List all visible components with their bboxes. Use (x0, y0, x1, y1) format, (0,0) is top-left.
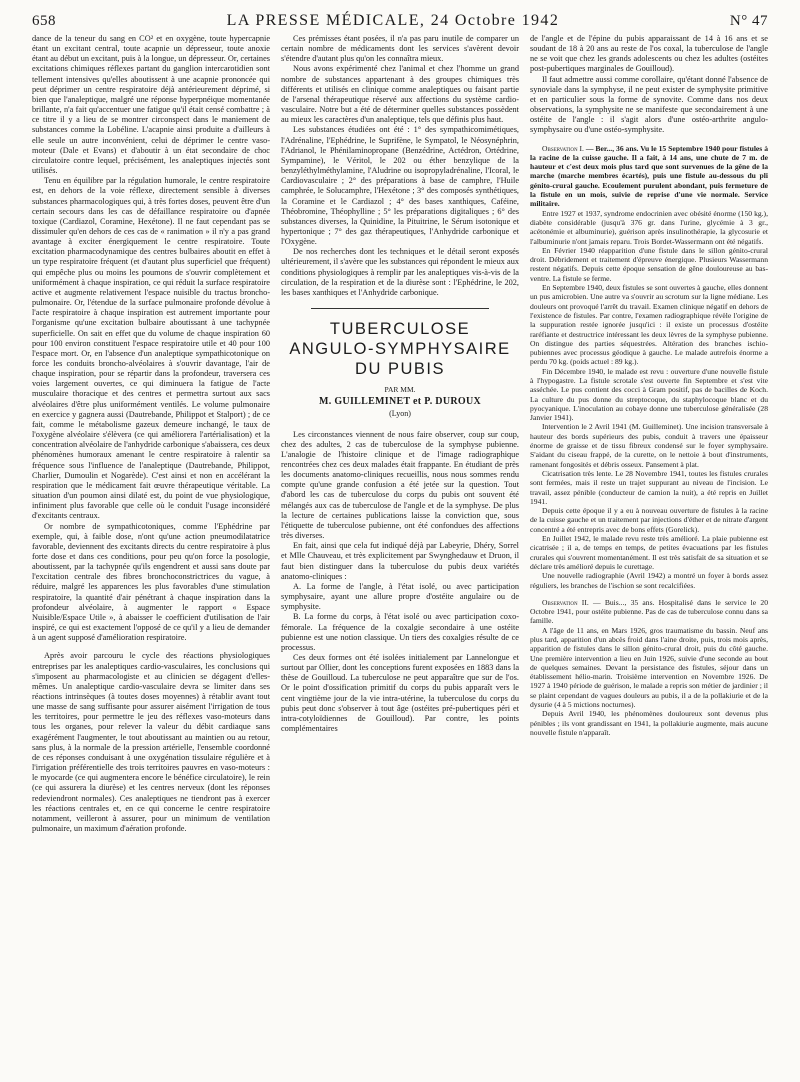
paragraph: Les circonstances viennent de nous faire observer, coup sur coup, chez des adultes, 2 cas de tuberculose de la symphyse pubienne. L'analogie de l'histoire clinique et de l'image radiographique rencontrées chez ces deux malades était frappante. En étudiant de près les documents anatomo-cliniques recueillis, nous nous sommes rendu compte qu'une grande confusion a été jetée sur la question. Tout d'abord les cas de tuberculose du corps du pubis ont souvent été mélangés aux cas de tuberculose de l'angle et de la symphyse. De plus la lecture de certaines publications laisse la conviction que, sous l'étiquette de tuberculose pubienne, ont été confondues des affections très diverses. (281, 429, 519, 541)
article-title-line: DU PUBIS (355, 360, 445, 379)
paragraph: dance de la teneur du sang en CO² et en oxygène, toute hypercapnie étant un excitant central, toute acapnie un dépresseur, toute anoxie étant au début un excitant, puis à la longue, un dépresseur. Or, certaines excitations chimiques réflexes partant du ganglion intercarotidien sont tellement intensives qu'elles aboutissent à une acapnie prononcée qui peut déprimer un centre respiratoire déjà antérieurement déprimé, si bien que l'analeptique, malgré une réponse hyperpnéique momentanée brillante, n'a fait qu'accentuer une fatigue qu'il était censé combattre ; à ce titre il y a lieu de se montrer circonspect dans le maniement de substances comme la Lobéline. L'acapnie ainsi produite a d'ailleurs à elle seule un autre inconvénient, celui de déprimer le centre vaso-moteur (Dale et Evans) et d'aboutir à un état secondaire de choc circulatoire contre lequel, précisément, les analeptiques injectés sont utilisés. (32, 34, 270, 176)
author-location: (Lyon) (389, 409, 411, 419)
paragraph: Une nouvelle radiographie (Avril 1942) a montré un foyer à bords assez réguliers, les branches de l'ischion se sont recalcifiées. (530, 571, 768, 590)
paragraph: En Juillet 1942, le malade revu reste très amélioré. La plaie pubienne est cicatrisée ; il a, de temps en temps, de petites évacuations par les fistules crurales qui s'ouvrent momentanément. Il est très satisfait de sa situation et se déclare très amélioré depuis le curettage. (530, 534, 768, 571)
paragraph: En Février 1940 réapparition d'une fistule dans le sillon génito-crural droit. Débridement et traitement d'épreuve énergique. Plusieurs Wassermann restent négatifs. Depuis cette époque sensation de gêne douloureuse au bas-ventre. La fistule se ferme. (530, 245, 768, 283)
observation-text: — Buis..., 35 ans. Hospitalisé dans le service le 20 Octobre 1941, pour ostéite pubienne. Pas de cas de tuberculose connu dans sa famille. (530, 597, 768, 626)
section-divider (311, 308, 489, 309)
observation-intro (530, 144, 768, 209)
paragraph: Intervention le 2 Avril 1941 (M. Guilleminet). Une incision transversale à hauteur des bords supérieurs des pubis, conduit à travers une épaisseur énorme de graisse et de tissu fibreux condensé sur le foyer symphysaire. S'aidant du ciseau frappé, de la curette, on le nettoie à bout d'instruments, ramenant fongosités et débris osseux. Pansement à plat. (530, 422, 768, 469)
column-1 (32, 34, 270, 1070)
paragraph: Fin Décembre 1940, le malade est revu : ouverture d'une nouvelle fistule à l'hypogastre. La fistule scrotale s'est ouverte fin Septembre et s'est vite asséchée. Le pus contient des cocci à Gram positif, pas de bacilles de Koch. La culture du pus donne du streptocoque, du staphylocoque blanc et du pyocyanique. L'inoculation au cobaye donne une tuberculose généralisée (28 Janvier 1941). (530, 366, 768, 423)
paragraph: de l'angle et de l'épine du pubis apparaissant de 14 à 16 ans et se soudant de 18 à 20 ans au reste de l'os coxal, la tuberculose de l'angle ne se voit que chez les grands adolescents ou chez les adultes (ostéites post-pubertiques marginales de Gouilloud). (530, 34, 768, 74)
column-3 (530, 34, 768, 1070)
paragraph: Les substances étudiées ont été : 1° des sympathicomimétiques, l'Adrénaline, l'Ephédrine, le Suprifène, le Sympatol, le Néosynéphrin, l'Adrianol, le Phénilaminopropane (Benzédrine, Actédron, Ortédrine, Sympamine), le Véritol, le 202 ou éther benzylique de la benzyléthylméthylamine, l'Aludrine ou isopropyladrénaline, l'Icoral, le Cardiovasculaire ; 2° des préparations à base de camphre, l'Huile camphrée, le Solucamphre, l'Hexétone ; 3° des composés synthétiques, la Coramine et le Cardiazol ; 4° des bases xanthiques, Caféine, Théobromine, Théophylline ; 5° les préparations digitaliques ; 6° des substances diverses, la Quinidine, la Pituitrine, le Sérum isotonique et hypertonique ; 7° des gaz thérapeutiques, l'Anhydride carbonique et l'Oxygène. (281, 125, 519, 247)
issue-date: 24 Octobre 1942 (430, 12, 560, 29)
article-title (281, 319, 519, 379)
paragraph: Après avoir parcouru le cycle des réactions physiologiques entreprises par les analeptiques cardio-vasculaires, les conclusions qui s'imposent au pharmacologiste et au clinicien se dégagent d'elles-mêmes. Un analeptique cardio-vasculaire devra se limiter dans ses réactions intrinsèques (à toutes doses moyennes) à rétablir avant tout une masse de sang suffisante pour assurer aisément l'irrigation de tous les territoires, pour permettre le jeu des réflexes vaso-moteurs dans tous les organes, pour relever la valeur du débit cardiaque sans exagérément l'augmenter, le tout aboutissant au maintien ou au retour, sans plus, à la normale de la pression artérielle, l'ensemble coordonné de ces réponses conduisant à une oxygénation tissulaire régulière et à l'irrigation préférentielle des trois territoires pauvres en vaso-moteurs : le myocarde (ce qui augmentera encore le bénéfice circulatoire), le rein (ce qui assurera la diurèse) et les centres nerveux (dont les réponses redeviendront normales). Ces analeptiques ne tiendront pas à exercer les réactions centrales et, en ce qui concerne le centre respiratoire notamment, veilleront à assurer, pour un minimum de ventilation pulmonaire, un maximum d'aération profonde. (32, 651, 270, 834)
paragraph: Ces prémisses étant posées, il n'a pas paru inutile de comparer un certain nombre de médicaments dont les services s'avèrent devoir s'étendre d'autant plus qu'on les connaîtra mieux. (281, 34, 519, 64)
byline: PAR MM. (384, 385, 416, 395)
observation-intro (530, 598, 768, 626)
paragraph: Depuis cette époque il y a eu à nouveau ouverture de fistules à la racine de la cuisse gauche et un traitement par injections d'éther et de nitrate d'argent concentré a été entrepris avec de bons effets (Gorelick). (530, 506, 768, 534)
paragraph: A. La forme de l'angle, à l'état isolé, ou avec participation symphysaire, ayant une allure propre d'ostéite angulaire ou de symphysite. (281, 581, 519, 612)
issue-number: N° 47 (729, 12, 768, 29)
observation-label: Observation I. (542, 143, 584, 153)
authors: M. GUILLEMINET et P. DUROUX (319, 396, 481, 408)
journal-title-line (227, 12, 560, 30)
paragraph: Nous avons expérimenté chez l'animal et chez l'homme un grand nombre de substances appartenant à des groupes chimiques très différents et utilisés en clinique comme analeptiques ou faisant partie de l'arsenal thérapeutique réservé aux affections du système cardio-vasculaire. Notre but a été de déterminer quelles substances possèdent au mieux les caractères d'un analeptique, tels que définis plus haut. (281, 64, 519, 125)
page-header (32, 10, 768, 32)
observation-label: Observation II. (542, 597, 589, 607)
case-report-1 (530, 144, 768, 590)
journal-title: LA PRESSE MÉDICALE, (226, 12, 426, 29)
paragraph: A l'âge de 11 ans, en Mars 1926, gros traumatisme du bassin. Neuf ans plus tard, apparition d'un abcès froid dans l'aine droite, puis, trois mois après, apparition de fistules dans le sillon génito-crural droit, puis du côté gauche. Une première intervention a lieu en Juin 1926, suivie d'une seconde au bout de quelques semaines. Devant la persistance des fistules, séjour dans un établissement hélio-marin. Troisième intervention en Novembre 1926. De 1927 à 1940 période de guérison, le malade a repris son métier de jardinier ; il se plaint cependant de vagues douleurs au pubis, il a de la pollakiurie et de la dysurie (4 à 5 mictions nocturnes). (530, 625, 768, 710)
paragraph: Tenu en équilibre par la régulation humorale, le centre respiratoire est, en dehors de la voie réflexe, directement sensible à diverses substances pharmacologiques qui, à très fortes doses, peuvent être d'un certain secours dans les cas de défaillance respiratoire ou d'apnée toxique (Cardiazol, Coramine, Hexétone). Il ne faut cependant pas se dissimuler qu'en dehors de ces cas de « ranimation » il n'y a pas grand avantage à exciter énergiquement le centre respiratoire. Toute excitation pharmacodynamique des centres bulbaires aboutit en effet à un type respiratoire fréquent (et d'autant plus superficiel que fréquent) qui empêche plus ou moins les poumons de s'ouvrir complètement et uniformément à chaque inspiration, ce qui réduit la surface respiratoire active et augmente relativement l'espace nuisible du tractus broncho-pulmonaire. Or, l'étendue de la surface pulmonaire profonde dévolue à l'acte respiratoire à chaque inspiration est autrement importante pour l'organisme qu'une excitation bulbaire aboutissant à une tachypnée superficielle. On sait en effet que du volume de chaque inspiration 60 pour 100 environ constituent l'espace respiratoire utile et 40 pour 100 l'espace mort. Or, en l'absence d'un analeptique sympathicotonique on force les conduits broncho-alvéolaires à s'ouvrir davantage, l'air de chaque inspiration, pour se répartir dans la profondeur, traversera ces voies largement ouvertes, ce qui diminuera la fatigue de l'acte musculaire thoracique et des centres et permettra surtout aux sacs alvéolaires d'être plus uniformément ventilés. Le volume pulmonaire en exercice y gagnera aussi (Dautrebande, Philippot et Stalport) ; de ce fait, comme le métabolisme gazeux demeure inchangé, le taux de l'oxygène alvéolaire s'élèvera (ce qui améliorera l'artérialisation) et la concentration alvéolaire de l'anhydride carbonique s'abaissera, ces deux phénomènes humoraux amenant le centre respiratoire à ralentir sa fréquence sous l'influence de l'analeptique (Dautrebande, Philippot, Charlier, Dumoulin et Nogarède). C'est ainsi et non en accélérant la respiration que le médicament fait œuvre thérapeutique véritable. La situation d'un poumon ainsi dilaté est, du point de vue physiologique, infiniment plus favorable que celle où le conduit l'usage inconsidéré d'excitants centraux. (32, 176, 270, 521)
paragraph: Cicatrisation très lente. Le 28 Novembre 1941, toutes les fistules crurales sont fermées, mais il reste un trajet suppurant au niveau de l'incision. Le travail, assez pénible (conducteur de camion la nuit), a été repris en Juillet 1941. (530, 468, 768, 506)
column-2 (281, 34, 519, 1070)
paragraph: En Septembre 1940, deux fistules se sont ouvertes à gauche, elles donnent un pus amicrobien. Une autre va s'ouvrir au scrotum sur la ligne médiane. Les douleurs ont provoqué l'arrêt du travail. Examen clinique négatif en dehors de l'existence de fistules. Par contre, l'examen radiographique révèle l'origine de la suppuration restée ignorée jusqu'ici : il existe un processus d'ostéite raréfiante et destructrice intéressant les deux lèvres de la symphyse pubienne. On distingue des parties séquestrées. Altération des branches ischio-pubiennes avec processus géodique à gauche. Le malade autrefois énorme a perdu 70 kg. (poids actuel : 89 kg.). (530, 283, 768, 367)
paragraph: Or nombre de sympathicotoniques, comme l'Ephédrine par exemple, qui, à faible dose, n'ont qu'une action pneumodilatatrice favorable, deviennent des excitants directs du centre respiratoire à plus forte dose et dans ces conditions, pour peu qu'on force la posologie, aboutissent, par la tachypnée qu'ils engendrent et aussi sans doute par l'excitation centrale des fibres bronchoconstrictrices du vague, à réduire, malgré les apparences les plus favorables d'une stimulation respiratoire, la quantité d'air pénétrant à chaque inspiration dans la profondeur alvéolaire, à augmenter le rapport « Espace Nuisible/Espace Utile », à abaisser le coefficient d'utilisation de l'air inspiré, ce qui est exactement l'opposé de ce qu'il y a lieu de demander à un agent supposé d'amélioration respiratoire. (32, 521, 270, 643)
page-body (32, 34, 768, 1070)
paragraph: De nos recherches dont les techniques et le détail seront exposés ultérieurement, il s'avère que les substances qui répondent le mieux aux conditions physiologiques à remplir par les analeptiques vis-à-vis de la circulation, de la respiration et de la diurèse sont : l'Ephédrine, le 202, les bases xanthiques et l'Anhydride carbonique. (281, 247, 519, 297)
case-report-2 (530, 598, 768, 737)
observation-text: — Ber..., 36 ans. Vu le 15 Septembre 1940 pour fistules à la racine de la cuisse gauche. Il a fait, à 14 ans, une chute de 7 m. de hauteur et c'est deux mois plus tard que sont survenues de la gêne de la marche (marche membres écartés), puis une fistule au-dessous du pli génito-crural gauche. Ecoulement purulent abondant, puis fermeture de la fistule en un mois, suivie de reprise d'une vie normale. Service militaire. (530, 143, 768, 209)
paragraph: Depuis Avril 1940, les phénomènes douloureux sont devenus plus pénibles ; ils vont grandissant en 1941, la pollakiurie augmente, mais aucune nouvelle fistule n'apparaît. (530, 709, 768, 737)
article-title-line: TUBERCULOSE (329, 320, 471, 339)
paragraph: Entre 1927 et 1937, syndrome endocrinien avec obésité énorme (150 kg.), diabète considérable (jusqu'à 376 gr. dans l'urine, glycémie à 3 gr., acétonémie et albuminurie), guérison après insulinothérapie, la glycosurie et l'albuminurie n'ont jamais reparu. Trois Bordet-Wassermann ont été négatifs. (530, 208, 768, 246)
article-title-line: ANGULO-SYMPHYSAIRE (289, 340, 511, 359)
paragraph: B. La forme du corps, à l'état isolé ou avec participation coxo-fémorale. La fréquence de la coxalgie secondaire à une ostéite pubienne est une notion classique. Un tiers des coxalgies résulte de ce processus. (281, 612, 519, 652)
paragraph: Il faut admettre aussi comme corollaire, qu'étant donné l'absence de synoviale dans la symphyse, il ne peut exister de symphysite primitive et en particulier sous la forme de synovite. Comme dans nos deux observations, la symphysite ne se manifeste que secondairement à une ostéite de l'angle : il s'agit alors d'une ostéo-arthrite angulo-symphysaire ou d'une ostéo-symphysite. (530, 74, 768, 135)
paragraph: En fait, ainsi que cela fut indiqué déjà par Labeyrie, Dhéry, Sorrel et Mlle Chauveau, et très explicitement par Swynghedauw et Druon, il faut bien distinguer dans la tuberculose du pubis deux variétés anatomo-cliniques : (281, 541, 519, 581)
page-number: 658 (32, 12, 56, 29)
paragraph: Ces deux formes ont été isolées initialement par Lannelongue et surtout par Ollier, dont les conceptions furent exposées en 1883 dans la thèse de Gouilloud. La tuberculose ne peut apparaître que sur de l'os. Or le point d'ossification primitif du corps du pubis apparaît vers le cent vingtième jour de la vie intra-utérine, la tuberculose du corps du pubis peut donc s'observer à tout âge (ostéites pré-pubertiques péri et intra-cotyloïdiennes de Gouilloud). Par contre, les points complémentaires (281, 652, 519, 734)
